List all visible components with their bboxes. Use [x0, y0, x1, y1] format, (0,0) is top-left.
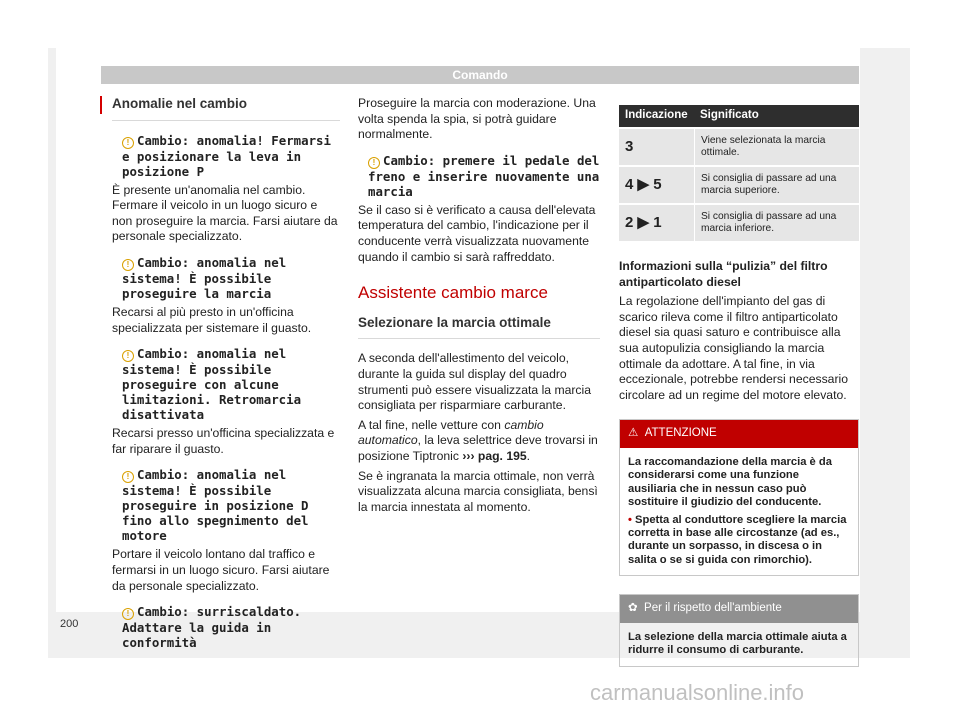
bullet-item: • Spetta al conduttore scegliere la marcia corretta in base alle circostanze (ad es., durante un sorpasso, in discesa o in salita o se si guida con rimorchio).: [628, 513, 847, 566]
paragraph: A tal fine, nelle vetture con cambio automatico, la leva selettrice deve trovarsi in posizione Tiptronic ››› pag. 195.: [358, 417, 598, 463]
section-title: Anomalie nel cambio: [112, 96, 340, 121]
gear-warning-icon: !: [122, 259, 134, 271]
attention-body: La raccomandazione della marcia è da considerarsi come una funzione ausiliaria che in nessun caso può sostituire il giudizio del conducente. • Spetta al conduttore scegliere la marcia corretta in base alle circostanze (ad es., durante un sorpasso, in discesa o in salita o se si guida con rimorchio).: [620, 448, 858, 575]
paragraph: Portare il veicolo lontano dal traffico e fermarsi in un luogo sicuro. Farsi aiutare da personale specializzato.: [112, 547, 330, 593]
leaf-icon: ✿: [628, 602, 638, 615]
environment-box: [619, 594, 859, 666]
warning-message: ! Cambio: surriscaldato. Adattare la guida in conformità: [122, 604, 302, 651]
paragraph: Recarsi presso un'officina specializzata e far riparare il guasto.: [112, 426, 335, 456]
warning-message: ! Cambio: anomalia nel sistema! È possibile proseguire la marcia: [122, 254, 287, 301]
section-marker: [100, 96, 102, 114]
warning-triangle-icon: ⚠: [628, 427, 639, 440]
info-heading: Informazioni sulla “pulizia” del filtro antiparticolato diesel: [619, 259, 828, 289]
table-row: 3 Viene selezionata la marcia ottimale.: [619, 129, 859, 165]
table-header: Indicazione Significato: [619, 105, 859, 127]
gear-warning-icon: !: [122, 137, 134, 149]
page-number: 200: [60, 618, 79, 630]
watermark: carmanualsonline.info: [590, 680, 805, 705]
column-3: [619, 101, 859, 667]
gear-warning-icon: !: [122, 608, 134, 620]
section-title: Selezionare la marcia ottimale: [358, 315, 600, 340]
gear-indication-table: [619, 105, 859, 241]
chapter-title: Comando: [452, 68, 508, 82]
environment-body: La selezione della marcia ottimale aiuta a ridurre il consumo di carburante.: [628, 630, 847, 657]
column-2: [358, 96, 600, 515]
environment-header: ✿ Per il rispetto dell'ambiente: [620, 595, 858, 623]
paragraph: Se il caso si è verificato a causa dell'elevata temperatura del cambio, l'indicazione per il conducente verrà visualizzata nuovamente quando il cambio si sarà raffreddato.: [358, 202, 596, 264]
warning-message: ! Cambio: premere il pedale del freno e inserire nuovamente una marcia: [368, 152, 600, 199]
table-row: 2 ▶ 1 Si consiglia di passare ad una marcia inferiore.: [619, 205, 859, 241]
column-1: [112, 96, 340, 650]
gear-warning-icon: !: [122, 471, 134, 483]
paragraph: Recarsi al più presto in un'officina specializzata per sistemare il guasto.: [112, 304, 312, 335]
page-reference-link[interactable]: ››› pag. 195: [462, 448, 527, 463]
paragraph: È presente un'anomalia nel cambio. Fermare il veicolo in un luogo sicuro e non proseguire la marcia. Farsi aiutare da personale specializzato.: [112, 182, 338, 244]
paragraph: Se è ingranata la marcia ottimale, non verrà visualizzata alcuna marcia consigliata, bensì la marcia innestata al momento.: [358, 468, 598, 514]
paragraph: A seconda dell'allestimento del veicolo, durante la guida sul display del quadro strumenti può essere visualizzata la marcia consigliata per risparmiare carburante.: [358, 351, 592, 413]
attention-box: [619, 419, 859, 576]
table-row: 4 ▶ 5 Si consiglia di passare ad una marcia superiore.: [619, 167, 859, 203]
chapter-heading: Assistente cambio marce: [358, 283, 548, 303]
warning-message: ! Cambio: anomalia nel sistema! È possibile proseguire con alcune limitazioni. Retromarcia disattivata: [122, 346, 302, 423]
warning-message: ! Cambio: anomalia! Fermarsi e posizionare la leva in posizione P: [122, 132, 331, 179]
paragraph: La regolazione dell'impianto del gas di scarico rileva come il filtro antiparticolato diesel sia quasi saturo e contribuisce alla sua autopulizia consigliando la marcia ottimale da adottare. A tal fine, in via eccezionale, potrebbe rendersi necessario circolare ad un regime del motore elevato.: [619, 294, 848, 402]
attention-header: ⚠ ATTENZIONE: [620, 420, 858, 448]
gear-warning-icon: !: [368, 157, 380, 169]
warning-message: ! Cambio: anomalia nel sistema! È possibile proseguire in posizione D fino allo spegnimento del motore: [122, 467, 309, 544]
gear-warning-icon: !: [122, 350, 134, 362]
chapter-header: [101, 66, 859, 84]
paragraph: Proseguire la marcia con moderazione. Una volta spenda la spia, si potrà guidare normalmente.: [358, 96, 596, 142]
